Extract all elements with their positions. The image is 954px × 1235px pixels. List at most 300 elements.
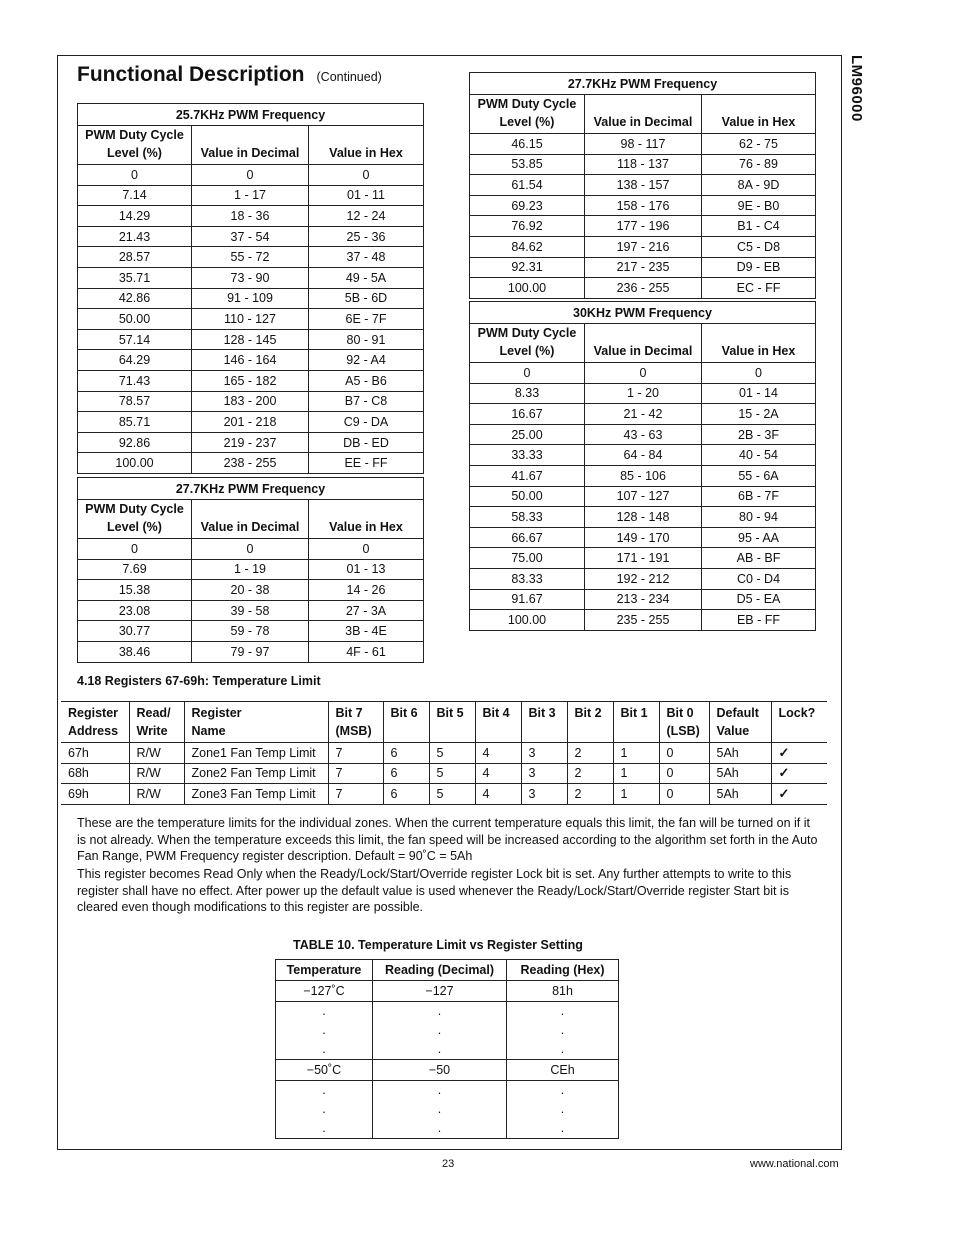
cell-decimal: 110 - 127 [192, 309, 309, 330]
cell-decimal: 64 - 84 [585, 445, 702, 466]
cell-duty: 8.33 [470, 383, 585, 404]
ellipsis-cell: . . . [373, 1081, 507, 1139]
register-header-cell [129, 702, 184, 743]
register-cell: 5 [429, 763, 475, 784]
pwm-table [469, 301, 816, 631]
cell-decimal: 73 - 90 [192, 267, 309, 288]
cell-hex: 80 - 94 [702, 507, 816, 528]
header-line1: Bit 3 [528, 706, 556, 720]
cell-duty: 100.00 [470, 278, 585, 299]
cell-decimal: 39 - 58 [192, 600, 309, 621]
cell-decimal: 20 - 38 [192, 580, 309, 601]
table-row [78, 247, 424, 268]
table-row [470, 548, 816, 569]
cell-decimal: 91 - 109 [192, 288, 309, 309]
table-row [78, 165, 424, 186]
cell-hex: C5 - D8 [702, 236, 816, 257]
header-hex: Value in Hex [702, 95, 816, 134]
cell-decimal: 177 - 196 [585, 216, 702, 237]
cell-decimal: 128 - 145 [192, 329, 309, 350]
table-row [78, 226, 424, 247]
register-header-cell [184, 702, 328, 743]
table-row [470, 465, 816, 486]
register-cell: 2 [567, 743, 613, 764]
cell-hex: C9 - DA [309, 412, 424, 433]
register-cell: 69h [61, 784, 129, 805]
table-row [470, 154, 816, 175]
website-link[interactable]: www.national.com [750, 1158, 839, 1170]
header-duty-line1: PWM Duty Cycle [85, 502, 184, 516]
paragraph-1: These are the temperature limits for the individual zones. When the current temperature equals this limit, the fan will be turned on if it is not already. When the temperature exceeds this limit, the fan speed will be increased according to the algorithm set forth in the Auto Fan Range, PWM Frequency register description. Default = 90˚C = 5Ah [77, 816, 818, 863]
table-row [470, 216, 816, 237]
cell-duty: 71.43 [78, 370, 192, 391]
header-line2: (LSB) [666, 724, 700, 738]
register-header-cell [328, 702, 383, 743]
cell-duty: 100.00 [470, 610, 585, 631]
cell-hex: 0 [309, 539, 424, 560]
table-row [470, 134, 816, 155]
cell-decimal: 1 - 20 [585, 383, 702, 404]
temperature-limit-table [275, 959, 619, 1139]
table-row [470, 568, 816, 589]
cell-hex: B7 - C8 [309, 391, 424, 412]
cell-duty: 42.86 [78, 288, 192, 309]
cell-duty: 66.67 [470, 527, 585, 548]
cell-decimal: 128 - 148 [585, 507, 702, 528]
cell-hex: AB - BF [702, 548, 816, 569]
table-caption-row [78, 478, 424, 500]
table-row [78, 453, 424, 474]
header-duty-cycle [78, 500, 192, 539]
page-title [77, 63, 382, 87]
register-header-cell [475, 702, 521, 743]
header-duty-cycle [470, 324, 585, 363]
register-cell: 6 [383, 763, 429, 784]
cell-hex: 40 - 54 [702, 445, 816, 466]
pwm-table [77, 477, 424, 663]
register-header-cell [659, 702, 709, 743]
cell-duty: 21.43 [78, 226, 192, 247]
cell-duty: 83.33 [470, 568, 585, 589]
cell-duty: 91.67 [470, 589, 585, 610]
register-table [61, 701, 827, 805]
cell-decimal: 59 - 78 [192, 621, 309, 642]
register-header-cell [61, 702, 129, 743]
ellipsis-cell: . . . [507, 1081, 619, 1139]
register-header-cell [709, 702, 771, 743]
table-row [470, 175, 816, 196]
cell-hex: 3B - 4E [309, 621, 424, 642]
cell-decimal: −127 [373, 981, 507, 1002]
cell-decimal: 165 - 182 [192, 370, 309, 391]
header-duty-line2: Level (%) [499, 115, 555, 129]
register-row [61, 743, 827, 764]
register-cell: 5Ah [709, 763, 771, 784]
header-duty-cycle [78, 126, 192, 165]
table-row [78, 329, 424, 350]
register-cell: 7 [328, 784, 383, 805]
register-cell: 5 [429, 784, 475, 805]
table-row [470, 278, 816, 299]
register-cell: 3 [521, 763, 567, 784]
cell-hex: 0 [309, 165, 424, 186]
cell-duty: 25.00 [470, 424, 585, 445]
cell-hex: A5 - B6 [309, 370, 424, 391]
checkmark-icon: ✓ [778, 765, 790, 781]
ellipsis-cell: . . . [276, 1081, 373, 1139]
table-row [470, 236, 816, 257]
cell-duty: 7.69 [78, 559, 192, 580]
cell-decimal: 0 [192, 539, 309, 560]
table-row [78, 621, 424, 642]
cell-decimal: 219 - 237 [192, 432, 309, 453]
header-decimal: Value in Decimal [585, 324, 702, 363]
cell-duty: 50.00 [78, 309, 192, 330]
cell-hex: B1 - C4 [702, 216, 816, 237]
register-header-cell [567, 702, 613, 743]
register-cell: 3 [521, 784, 567, 805]
header-duty-line1: PWM Duty Cycle [85, 128, 184, 142]
table-row [470, 257, 816, 278]
cell-duty: 50.00 [470, 486, 585, 507]
header-duty-cycle [470, 95, 585, 134]
register-cell: 2 [567, 763, 613, 784]
cell-duty: 0 [78, 539, 192, 560]
cell-duty: 35.71 [78, 267, 192, 288]
table-row [470, 589, 816, 610]
ellipsis-cell: . . . [373, 1002, 507, 1060]
register-cell: Zone1 Fan Temp Limit [184, 743, 328, 764]
table-row [470, 527, 816, 548]
cell-hex: DB - ED [309, 432, 424, 453]
cell-duty: 0 [78, 165, 192, 186]
cell-duty: 28.57 [78, 247, 192, 268]
cell-hex: 2B - 3F [702, 424, 816, 445]
header-line1: Register [191, 706, 242, 720]
page-number: 23 [442, 1158, 455, 1170]
register-cell: 2 [567, 784, 613, 805]
register-cell: 5Ah [709, 743, 771, 764]
register-cell: 7 [328, 743, 383, 764]
header-duty-line1: PWM Duty Cycle [477, 97, 577, 111]
cell-decimal: 183 - 200 [192, 391, 309, 412]
cell-duty: 69.23 [470, 195, 585, 216]
section-heading: 4.18 Registers 67-69h: Temperature Limit [77, 674, 321, 688]
cell-decimal: 18 - 36 [192, 206, 309, 227]
table-row [470, 445, 816, 466]
cell-hex: D9 - EB [702, 257, 816, 278]
cell-hex: 4F - 61 [309, 641, 424, 662]
header-line1: Bit 6 [390, 706, 418, 720]
table-row [78, 267, 424, 288]
header-line2: Address [68, 724, 119, 738]
table-row [78, 539, 424, 560]
table-row [78, 641, 424, 662]
cell-decimal: 0 [585, 363, 702, 384]
lock-cell [771, 743, 827, 764]
cell-hex: 76 - 89 [702, 154, 816, 175]
cell-decimal: 236 - 255 [585, 278, 702, 299]
cell-duty: 64.29 [78, 350, 192, 371]
table-caption: 27.7KHz PWM Frequency [470, 73, 816, 95]
cell-hex: 25 - 36 [309, 226, 424, 247]
table-row [470, 404, 816, 425]
register-row [61, 763, 827, 784]
cell-duty: 85.71 [78, 412, 192, 433]
header-row [78, 500, 424, 539]
header-duty-line2: Level (%) [499, 344, 555, 358]
register-header-cell [429, 702, 475, 743]
table-row [470, 363, 816, 384]
cell-decimal: 138 - 157 [585, 175, 702, 196]
cell-hex: EE - FF [309, 453, 424, 474]
cell-hex: 5B - 6D [309, 288, 424, 309]
cell-decimal: 0 [192, 165, 309, 186]
table-row [470, 195, 816, 216]
register-cell: 5Ah [709, 784, 771, 805]
table-row [470, 507, 816, 528]
register-cell: 6 [383, 743, 429, 764]
header-row [78, 126, 424, 165]
table-row [78, 600, 424, 621]
cell-decimal: 1 - 17 [192, 185, 309, 206]
table-caption-row [470, 73, 816, 95]
cell-hex: 01 - 14 [702, 383, 816, 404]
cell-duty: 30.77 [78, 621, 192, 642]
cell-duty: 92.86 [78, 432, 192, 453]
register-cell: 3 [521, 743, 567, 764]
table-row [78, 206, 424, 227]
header-line1: Default [716, 706, 759, 720]
header-duty-line2: Level (%) [107, 146, 162, 160]
header-line1: Read/ [136, 706, 171, 720]
cell-decimal: 43 - 63 [585, 424, 702, 445]
cell-hex: 6B - 7F [702, 486, 816, 507]
table-row [78, 559, 424, 580]
register-header-cell [383, 702, 429, 743]
table-caption: 27.7KHz PWM Frequency [78, 478, 424, 500]
header-decimal: Value in Decimal [192, 126, 309, 165]
cell-decimal: 217 - 235 [585, 257, 702, 278]
cell-hex: C0 - D4 [702, 568, 816, 589]
header-line2: (MSB) [335, 724, 372, 738]
table-caption-row [470, 302, 816, 324]
ellipsis-cell: . . . [276, 1002, 373, 1060]
register-cell: 4 [475, 763, 521, 784]
cell-decimal: 118 - 137 [585, 154, 702, 175]
cell-hex: 55 - 6A [702, 465, 816, 486]
header-hex: Value in Hex [702, 324, 816, 363]
cell-duty: 46.15 [470, 134, 585, 155]
header-line1: Bit 1 [620, 706, 648, 720]
title-continued: (Continued) [316, 70, 382, 84]
cell-decimal: 158 - 176 [585, 195, 702, 216]
header-line1: Bit 4 [482, 706, 510, 720]
register-header-cell [613, 702, 659, 743]
register-cell: 0 [659, 743, 709, 764]
register-cell: 1 [613, 763, 659, 784]
cell-hex: 49 - 5A [309, 267, 424, 288]
cell-duty: 84.62 [470, 236, 585, 257]
cell-hex: 01 - 13 [309, 559, 424, 580]
header-line2: Value [716, 724, 750, 738]
header-line1: Bit 2 [574, 706, 602, 720]
lock-cell [771, 763, 827, 784]
cell-decimal: 197 - 216 [585, 236, 702, 257]
cell-duty: 23.08 [78, 600, 192, 621]
register-cell: 7 [328, 763, 383, 784]
header-line2: Write [136, 724, 168, 738]
table-row [470, 610, 816, 631]
cell-duty: 92.31 [470, 257, 585, 278]
header-reading-decimal: Reading (Decimal) [373, 960, 507, 981]
cell-decimal: 21 - 42 [585, 404, 702, 425]
cell-decimal: 1 - 19 [192, 559, 309, 580]
cell-duty: 38.46 [78, 641, 192, 662]
cell-duty: 100.00 [78, 453, 192, 474]
table-row [78, 185, 424, 206]
register-cell: Zone3 Fan Temp Limit [184, 784, 328, 805]
cell-hex: D5 - EA [702, 589, 816, 610]
register-cell: 0 [659, 784, 709, 805]
cell-hex: 12 - 24 [309, 206, 424, 227]
table-row [78, 350, 424, 371]
cell-decimal: 55 - 72 [192, 247, 309, 268]
cell-hex: 0 [702, 363, 816, 384]
cell-hex: EC - FF [702, 278, 816, 299]
cell-duty: 15.38 [78, 580, 192, 601]
table-row [78, 412, 424, 433]
header-line1: Bit 0 [666, 706, 694, 720]
header-line1: Bit 5 [436, 706, 464, 720]
header-line1: Lock? [778, 706, 816, 720]
cell-decimal: 98 - 117 [585, 134, 702, 155]
cell-hex: 15 - 2A [702, 404, 816, 425]
table-row [470, 383, 816, 404]
cell-decimal: 192 - 212 [585, 568, 702, 589]
register-cell: 4 [475, 743, 521, 764]
table-row [78, 580, 424, 601]
register-cell: 68h [61, 763, 129, 784]
header-temperature: Temperature [276, 960, 373, 981]
cell-duty: 53.85 [470, 154, 585, 175]
header-duty-line2: Level (%) [107, 520, 162, 534]
cell-decimal: 149 - 170 [585, 527, 702, 548]
cell-hex: 6E - 7F [309, 309, 424, 330]
cell-duty: 75.00 [470, 548, 585, 569]
cell-decimal: 79 - 97 [192, 641, 309, 662]
register-cell: 4 [475, 784, 521, 805]
register-cell: R/W [129, 784, 184, 805]
cell-temperature: −127˚C [276, 981, 373, 1002]
table-row [78, 391, 424, 412]
cell-decimal: 238 - 255 [192, 453, 309, 474]
lock-cell [771, 784, 827, 805]
header-hex: Value in Hex [309, 126, 424, 165]
title-text: Functional Description [77, 63, 305, 86]
cell-decimal: 235 - 255 [585, 610, 702, 631]
table-row [78, 309, 424, 330]
cell-decimal: 213 - 234 [585, 589, 702, 610]
cell-duty: 57.14 [78, 329, 192, 350]
cell-duty: 14.29 [78, 206, 192, 227]
cell-duty: 7.14 [78, 185, 192, 206]
cell-hex: 80 - 91 [309, 329, 424, 350]
cell-duty: 33.33 [470, 445, 585, 466]
cell-decimal: 146 - 164 [192, 350, 309, 371]
checkmark-icon: ✓ [778, 785, 790, 801]
part-number-label: LM96000 [848, 55, 865, 122]
paragraph-2: This register becomes Read Only when the Ready/Lock/Start/Override register Lock bit is set. Any further attempts to write to this register shall have no effect. After power up the default value is used whenever the Ready/Lock/Start/Override register Start bit is cleared even though modifications to this register are possible. [77, 867, 792, 914]
register-cell: 6 [383, 784, 429, 805]
table-caption-row [78, 104, 424, 126]
cell-hex: 14 - 26 [309, 580, 424, 601]
register-cell: R/W [129, 743, 184, 764]
checkmark-icon: ✓ [778, 744, 790, 760]
cell-hex: 8A - 9D [702, 175, 816, 196]
register-row [61, 784, 827, 805]
header-duty-line1: PWM Duty Cycle [477, 326, 577, 340]
cell-hex: 37 - 48 [309, 247, 424, 268]
cell-hex: CEh [507, 1060, 619, 1081]
cell-duty: 16.67 [470, 404, 585, 425]
header-decimal: Value in Decimal [585, 95, 702, 134]
cell-decimal: 171 - 191 [585, 548, 702, 569]
register-cell: 0 [659, 763, 709, 784]
table-row [78, 432, 424, 453]
cell-decimal: 85 - 106 [585, 465, 702, 486]
header-row [470, 324, 816, 363]
cell-hex: 9E - B0 [702, 195, 816, 216]
cell-temperature: −50˚C [276, 1060, 373, 1081]
header-line2: Name [191, 724, 226, 738]
table-row [470, 486, 816, 507]
register-header-cell [771, 702, 827, 743]
cell-decimal: 107 - 127 [585, 486, 702, 507]
register-cell: 67h [61, 743, 129, 764]
register-cell: 1 [613, 784, 659, 805]
cell-duty: 41.67 [470, 465, 585, 486]
cell-duty: 76.92 [470, 216, 585, 237]
cell-decimal: −50 [373, 1060, 507, 1081]
header-row [470, 95, 816, 134]
table-row [78, 288, 424, 309]
register-cell: R/W [129, 763, 184, 784]
cell-duty: 61.54 [470, 175, 585, 196]
table-row [470, 424, 816, 445]
header-decimal: Value in Decimal [192, 500, 309, 539]
register-cell: 1 [613, 743, 659, 764]
table10-caption: TABLE 10. Temperature Limit vs Register Setting [293, 938, 583, 952]
header-reading-hex: Reading (Hex) [507, 960, 619, 981]
cell-hex: 95 - AA [702, 527, 816, 548]
register-header-row [61, 702, 827, 743]
table-row [78, 370, 424, 391]
table-caption: 25.7KHz PWM Frequency [78, 104, 424, 126]
cell-hex: 92 - A4 [309, 350, 424, 371]
cell-hex: 27 - 3A [309, 600, 424, 621]
header-hex: Value in Hex [309, 500, 424, 539]
cell-hex: EB - FF [702, 610, 816, 631]
header-line1: Register [68, 706, 119, 720]
ellipsis-cell: . . . [507, 1002, 619, 1060]
pwm-table [77, 103, 424, 474]
table-caption: 30KHz PWM Frequency [470, 302, 816, 324]
cell-decimal: 201 - 218 [192, 412, 309, 433]
cell-hex: 81h [507, 981, 619, 1002]
register-cell: 5 [429, 743, 475, 764]
cell-hex: 01 - 11 [309, 185, 424, 206]
